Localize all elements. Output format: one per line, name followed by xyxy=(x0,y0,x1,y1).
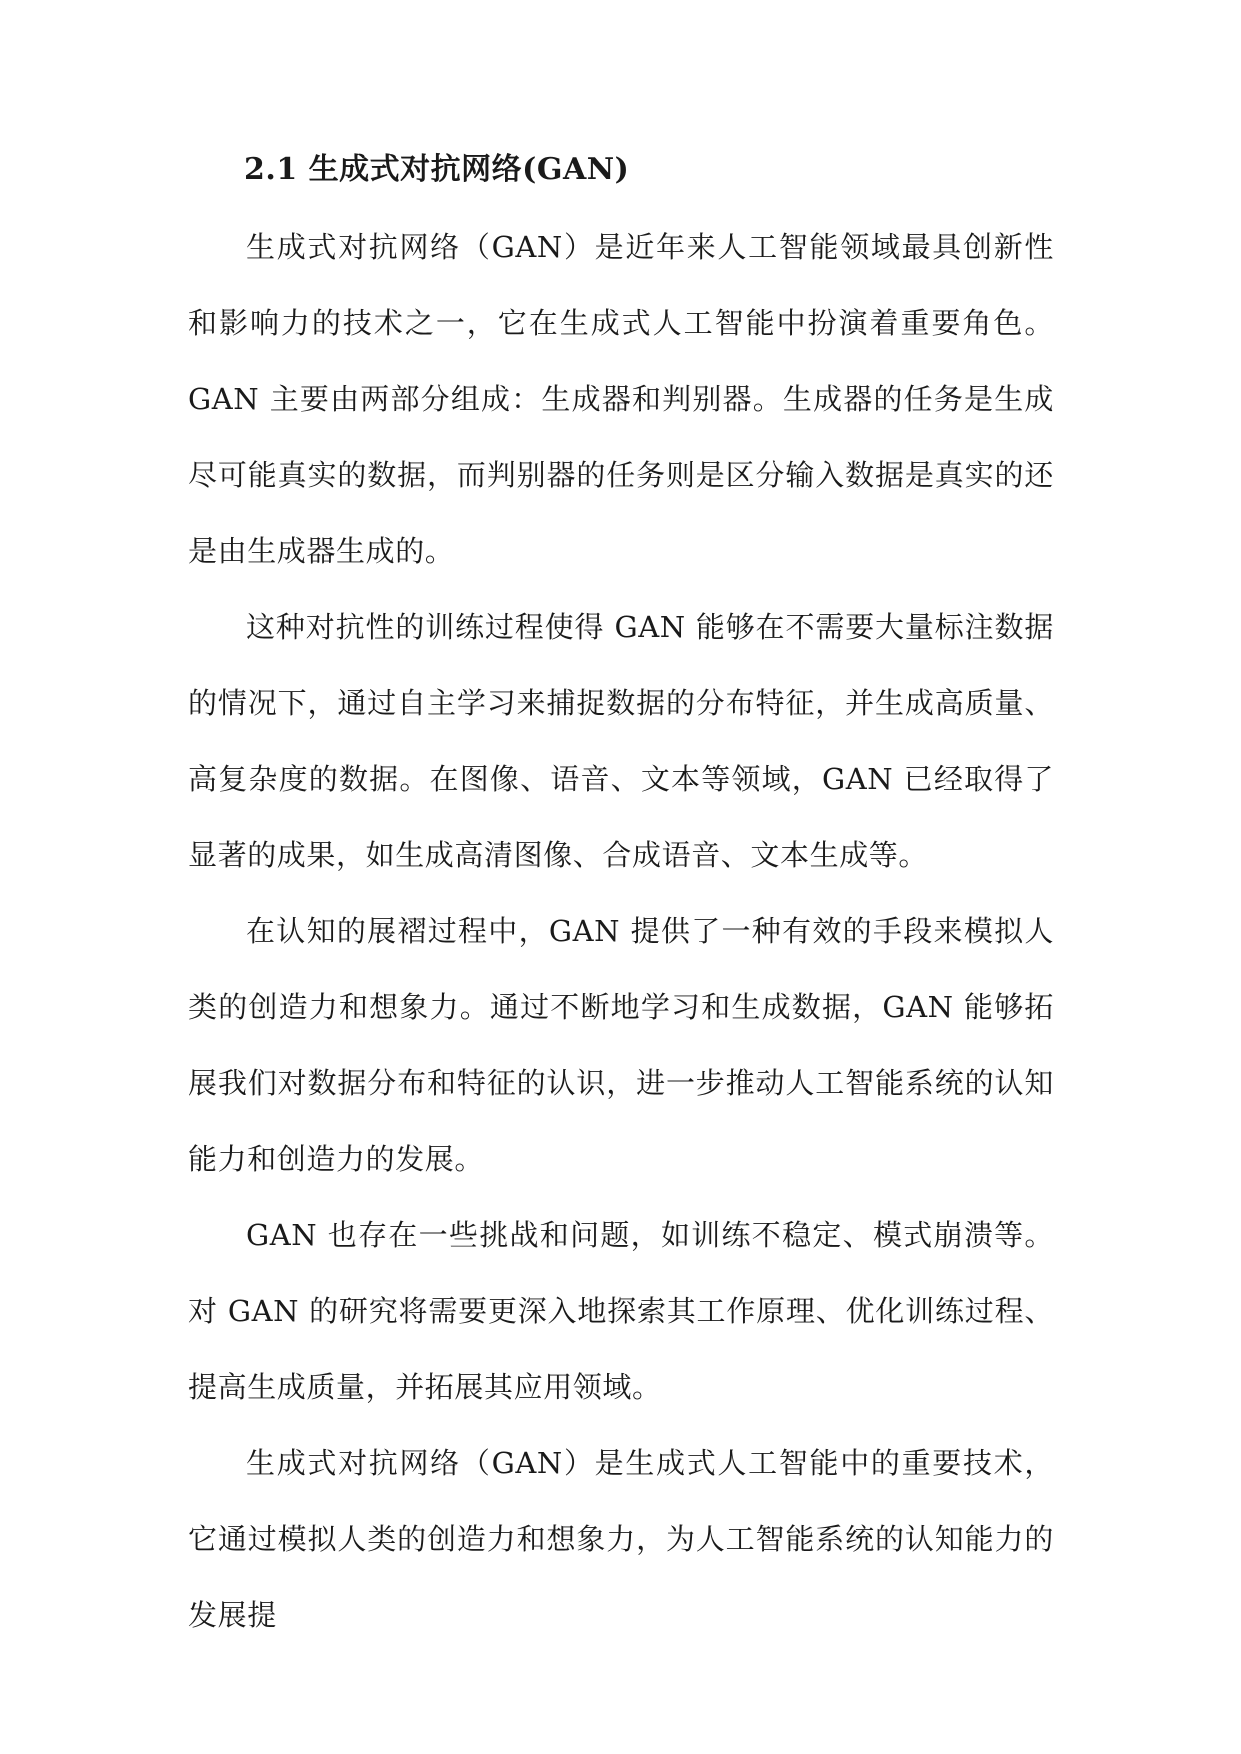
paragraph-gan-intro: 生成式对抗网络（GAN）是近年来人工智能领域最具创新性和影响力的技术之一，它在生成式人工智能中扮演着重要角色。GAN 主要由两部分组成：生成器和判别器。生成器的任务是生成尽可能真实的数据，而判别器的任务则是区分输入数据是真实的还是由生成器生成的。 xyxy=(188,230,1054,568)
paragraph-adversarial-training: 这种对抗性的训练过程使得 GAN 能够在不需要大量标注数据的情况下，通过自主学习来捕捉数据的分布特征，并生成高质量、高复杂度的数据。在图像、语音、文本等领域，GAN 已经取得了显著的成果，如生成高清图像、合成语音、文本生成等。 xyxy=(188,610,1054,872)
paragraph-challenges: GAN 也存在一些挑战和问题，如训练不稳定、模式崩溃等。对 GAN 的研究将需要更深入地探索其工作原理、优化训练过程、提高生成质量，并拓展其应用领域。 xyxy=(188,1218,1054,1404)
paragraph-cognition: 在认知的展褶过程中，GAN 提供了一种有效的手段来模拟人类的创造力和想象力。通过不断地学习和生成数据，GAN 能够拓展我们对数据分布和特征的认识，进一步推动人工智能系统的认知能力和创造力的发展。 xyxy=(188,914,1054,1176)
paragraph-summary: 生成式对抗网络（GAN）是生成式人工智能中的重要技术，它通过模拟人类的创造力和想象力，为人工智能系统的认知能力的发展提 xyxy=(188,1446,1054,1632)
section-heading: 2.1 生成式对抗网络(GAN) xyxy=(244,152,630,187)
body-text xyxy=(188,209,1054,1653)
